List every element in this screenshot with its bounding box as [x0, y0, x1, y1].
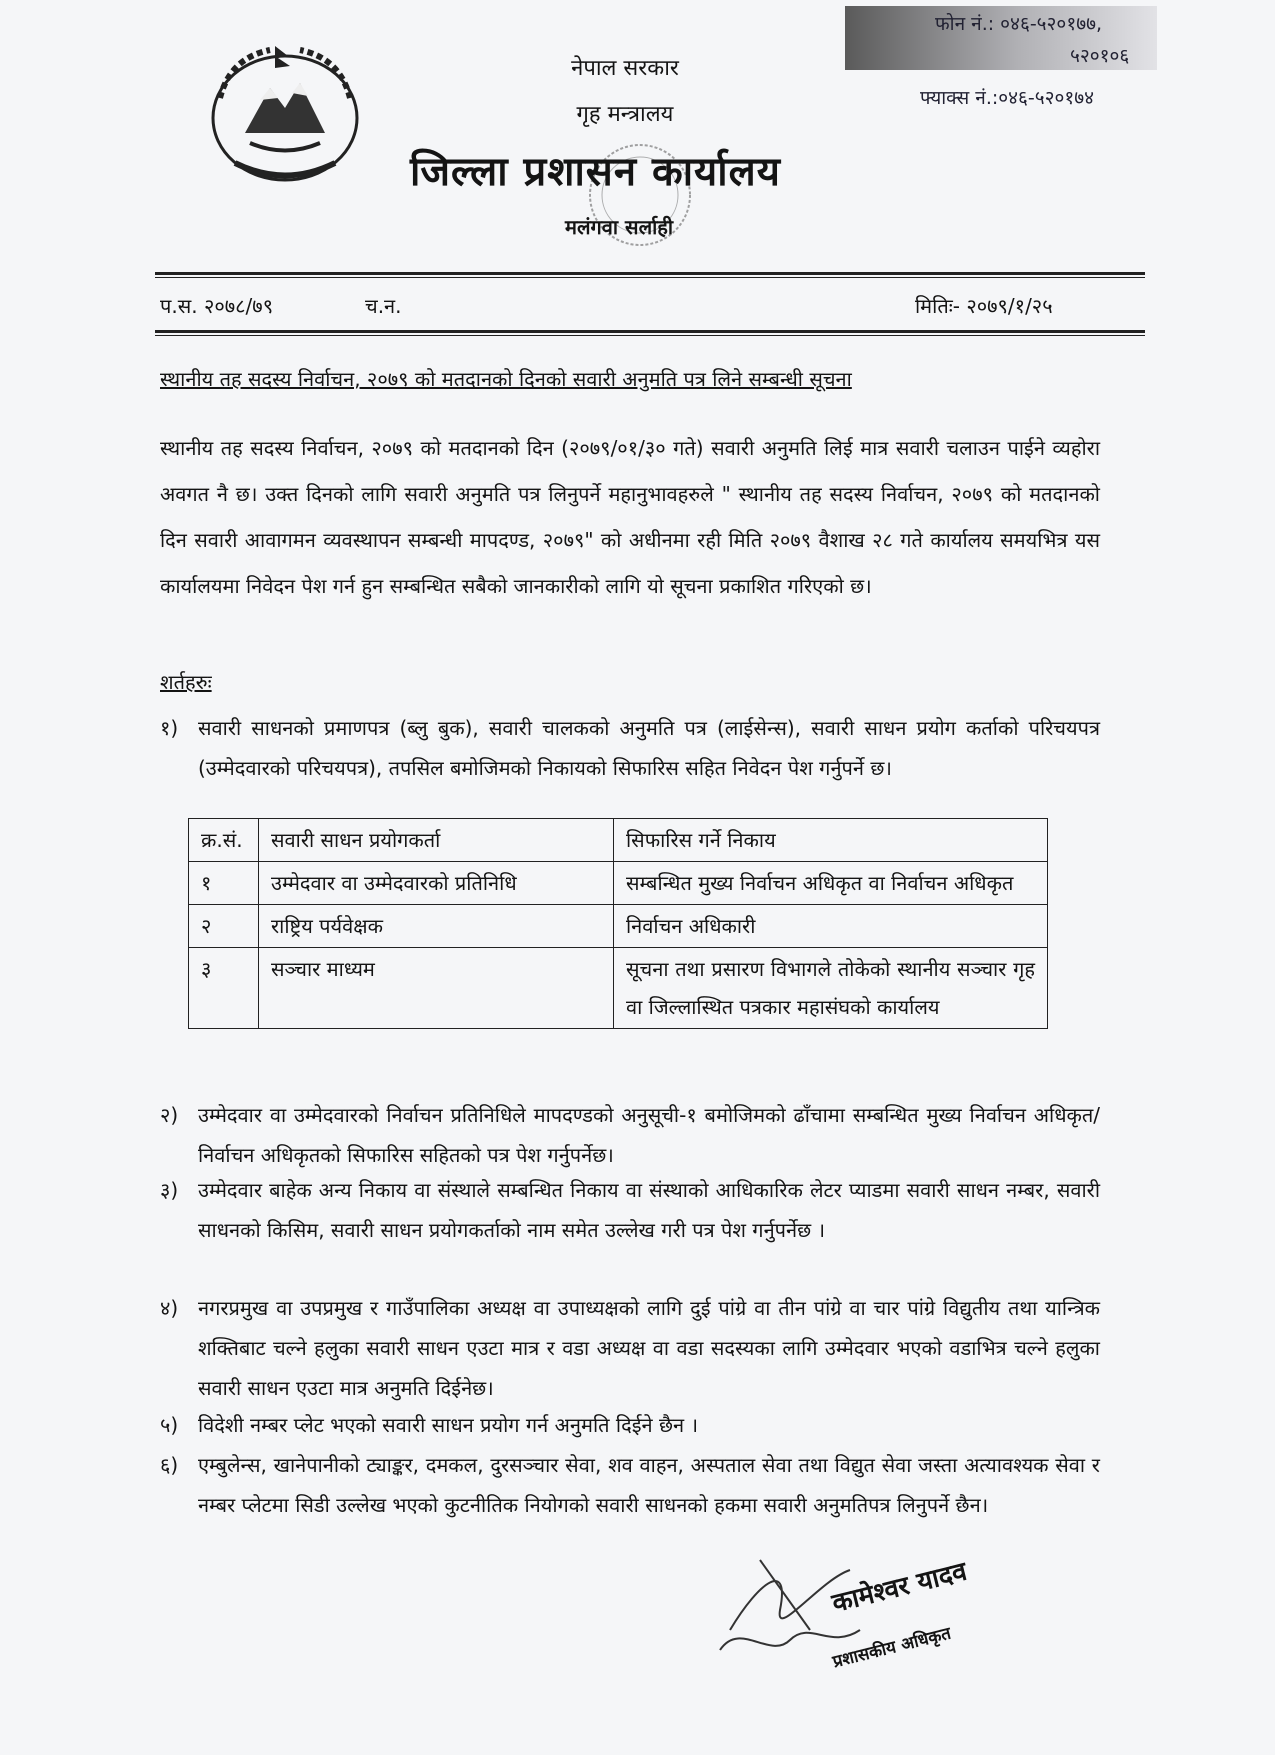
phone-number-2: ५२०१०६ [1070, 45, 1130, 67]
condition-number: ३) [160, 1178, 179, 1202]
meta-divider [155, 330, 1145, 333]
letter-date: मितिः- २०७९/१/२५ [915, 294, 1053, 318]
table-header: सिफारिस गर्ने निकाय [614, 819, 1048, 862]
notice-subject: स्थानीय तह सदस्य निर्वाचन, २०७९ को मतदानको दिनको सवारी अनुमति पत्र लिने सम्बन्धी सूचना [160, 367, 852, 391]
table-header-row [189, 819, 1048, 862]
condition-item [160, 1288, 1100, 1408]
condition-text: उम्मेदवार बाहेक अन्य निकाय वा संस्थाले सम्बन्धित निकाय वा संस्थाको आधिकारिक लेटर प्याडमा सवारी साधन नम्बर, सवारी साधनको किसिम, सवारी साधन प्रयोगकर्ताको नाम समेत उल्लेख गरी पत्र पेश गर्नुपर्नेछ । [198, 1178, 1100, 1242]
table-cell: उम्मेदवार वा उम्मेदवारको प्रतिनिधि [259, 862, 614, 905]
govt-name: नेपाल सरकार [571, 56, 679, 81]
table-cell: राष्ट्रिय पर्यवेक्षक [259, 905, 614, 948]
reference-number: प.स. २०७८/७९ [160, 294, 274, 318]
table-cell: सञ्चार माध्यम [259, 948, 614, 1029]
table-row [189, 905, 1048, 948]
fax-number: फ्याक्स नं.:०४६-५२०१७४ [920, 87, 1095, 109]
table-cell: २ [189, 905, 259, 948]
condition-text: नगरप्रमुख वा उपप्रमुख र गाउँपालिका अध्यक्ष वा उपाध्यक्षको लागि दुई पांग्रे वा तीन पांग्रे वा चार पांग्रे विद्युतीय तथा यान्त्रिक शक्तिबाट चल्ने हलुका सवारी साधन एउटा मात्र र वडा अध्यक्ष वा वडा सदस्यका लागि उम्मेदवार भएको वडाभित्र चल्ने हलुका सवारी साधन एउटा मात्र अनुमति दिईनेछ। [198, 1296, 1100, 1400]
condition-item [160, 1170, 1100, 1250]
condition-text: उम्मेदवार वा उम्मेदवारको निर्वाचन प्रतिनिधिले मापदण्डको अनुसूची-१ बमोजिमको ढाँचामा सम्बन्धित मुख्य निर्वाचन अधिकृत/निर्वाचन अधिकृतको सिफारिस सहितको पत्र पेश गर्नुपर्नेछ। [198, 1103, 1100, 1167]
condition-text: विदेशी नम्बर प्लेट भएको सवारी साधन प्रयोग गर्न अनुमति दिईने छैन । [198, 1413, 699, 1437]
table-cell: सूचना तथा प्रसारण विभागले तोकेको स्थानीय सञ्चार गृह वा जिल्लास्थित पत्रकार महासंघको कार्यालय [614, 948, 1048, 1029]
phone-number: फोन नं.: ०४६-५२०१७७, [935, 13, 1102, 35]
condition-number: ४) [160, 1296, 179, 1320]
table-cell: निर्वाचन अधिकारी [614, 905, 1048, 948]
condition-item [160, 708, 1100, 788]
recommendation-table [188, 818, 1048, 1029]
table-header: सवारी साधन प्रयोगकर्ता [259, 819, 614, 862]
condition-number: ५) [160, 1413, 179, 1437]
condition-number: १) [160, 716, 179, 740]
signatory-title: प्रशासकीय अधिकृत [830, 1623, 953, 1673]
condition-number: २) [160, 1103, 179, 1127]
header-divider-thin [155, 277, 1145, 278]
nepal-emblem-icon [200, 38, 370, 188]
ministry-name: गृह मन्त्रालय [576, 102, 674, 127]
table-row [189, 948, 1048, 1029]
table-header: क्र.सं. [189, 819, 259, 862]
condition-item [160, 1405, 1100, 1445]
table-cell: ३ [189, 948, 259, 1029]
condition-item [160, 1445, 1100, 1525]
notice-body: स्थानीय तह सदस्य निर्वाचन, २०७९ को मतदानको दिन (२०७९/०१/३० गते) सवारी अनुमति लिई मात्र सवारी चलाउन पाईने व्यहोरा अवगत नै छ। उक्त दिनको लागि सवारी अनुमति पत्र लिनुपर्ने महानुभावहरुले " स्थानीय तह सदस्य निर्वाचन, २०७९ को मतदानको दिन सवारी आवागमन व्यवस्थापन सम्बन्धी मापदण्ड, २०७९" को अधीनमा रही मिति २०७९ वैशाख २८ गते कार्यालय समयभित्र यस कार्यालयमा निवेदन पेश गर्न हुन सम्बन्धित सबैको जानकारीको लागि यो सूचना प्रकाशित गरिएको छ। [160, 436, 1100, 598]
office-place: मलंगवा सर्लाही [565, 215, 674, 239]
table-cell: १ [189, 862, 259, 905]
condition-text: एम्बुलेन्स, खानेपानीको ट्याङ्कर, दमकल, दुरसञ्चार सेवा, शव वाहन, अस्पताल सेवा तथा विद्युत सेवा जस्ता अत्यावश्यक सेवा र नम्बर प्लेटमा सिडी उल्लेख भएको कुटनीतिक नियोगको सवारी साधनको हकमा सवारी अनुमतिपत्र लिनुपर्ने छैन। [198, 1453, 1100, 1517]
header-divider [155, 272, 1145, 275]
office-title: जिल्ला प्रशासन कार्यालय [410, 149, 781, 195]
table-row [189, 862, 1048, 905]
table-cell: सम्बन्धित मुख्य निर्वाचन अधिकृत वा निर्वाचन अधिकृत [614, 862, 1048, 905]
signatory-name: कामेश्वर यादव [829, 1556, 970, 1619]
meta-divider-thin [155, 335, 1145, 336]
condition-item [160, 1095, 1100, 1175]
condition-text: सवारी साधनको प्रमाणपत्र (ब्लु बुक), सवारी चालकको अनुमति पत्र (लाईसेन्स), सवारी साधन प्रयोग कर्ताको परिचयपत्र (उम्मेदवारको परिचयपत्र), तपसिल बमोजिमको निकायको सिफारिस सहित निवेदन पेश गर्नुपर्ने छ। [198, 716, 1100, 780]
chalani-number: च.न. [365, 294, 402, 318]
conditions-heading: शर्तहरुः [160, 670, 212, 694]
condition-number: ६) [160, 1453, 179, 1477]
